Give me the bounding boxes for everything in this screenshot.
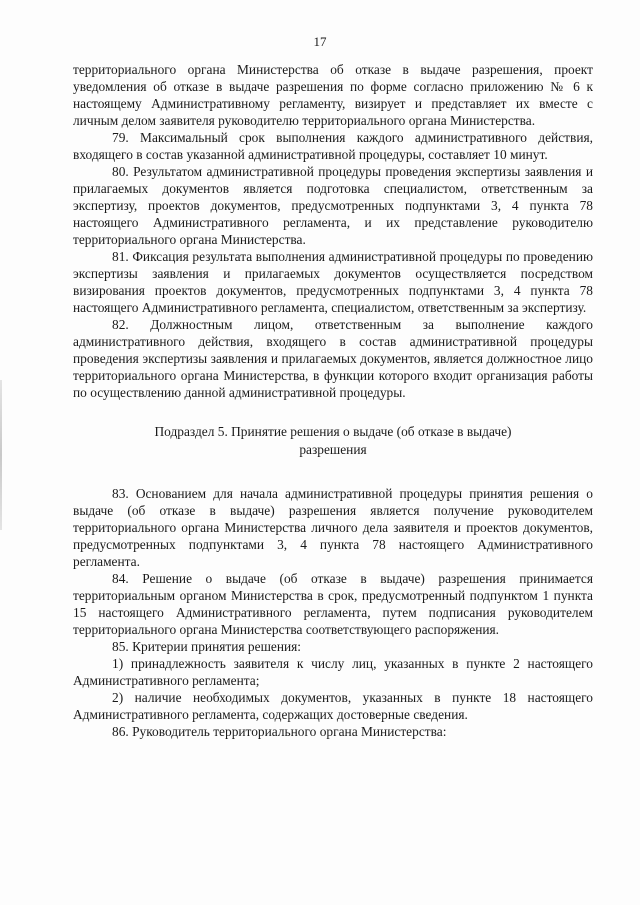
paragraph: 2) наличие необходимых документов, указанных в пункте 18 настоящего Административного регламента, содержащих достоверные сведения. bbox=[73, 690, 593, 722]
paragraph: 82. Должностным лицом, ответственным за выполнение каждого административного действия, входящего в состав административной процедуры проведения экспертизы заявления и прилагаемых документов, является должностное лицо территориального органа Министерства, в функции которого входит организация работы по осуществлению данной административной процедуры. bbox=[73, 317, 593, 400]
scan-edge-shadow bbox=[0, 380, 2, 530]
paragraphs-after-heading bbox=[73, 485, 593, 740]
paragraph: территориального органа Министерства об отказе в выдаче разрешения, проект уведомления об отказе в выдаче разрешения по форме согласно приложению № 6 к настоящему Административному регламенту, визирует и представляет их вместе с личным делом заявителя руководителю территориального органа Министерства. bbox=[73, 62, 593, 128]
paragraph: 83. Основанием для начала административной процедуры принятия решения о выдаче (об отказе в выдаче) разрешения является получение руководителем территориального органа Министерства личного дела заявителя и проектов документов, предусмотренных подпунктами 3, 4 пункта 78 настоящего Административного регламента. bbox=[73, 486, 593, 569]
document-body bbox=[73, 61, 593, 740]
page-number: 17 bbox=[313, 34, 327, 49]
paragraphs-before-heading bbox=[73, 61, 593, 401]
paragraph: 84. Решение о выдаче (об отказе в выдаче) разрешения принимается территориальным органом Министерства в срок, предусмотренный подпунктом 1 пункта 15 настоящего Административного регламента, путем подписания руководителем территориального органа Министерства соответствующего распоряжения. bbox=[73, 571, 593, 637]
paragraph: 1) принадлежность заявителя к числу лиц, указанных в пункте 2 настоящего Административного регламента; bbox=[73, 656, 593, 688]
subsection-heading: Подраздел 5. Принятие решения о выдаче (об отказе в выдаче) разрешения bbox=[154, 424, 512, 457]
paragraph: 86. Руководитель территориального органа Министерства: bbox=[112, 724, 447, 739]
paragraph: 85. Критерии принятия решения: bbox=[112, 639, 302, 654]
paragraph: 81. Фиксация результата выполнения административной процедуры по проведению экспертизы заявления и прилагаемых документов осуществляется посредством визирования проектов документов, предусмотренных подпунктами 3, 4 пункта 78 настоящего Административного регламента, специалистом, ответственным за экспертизу. bbox=[73, 249, 593, 315]
paragraph: 79. Максимальный срок выполнения каждого административного действия, входящего в состав указанной административной процедуры, составляет 10 минут. bbox=[73, 130, 593, 162]
paragraph: 80. Результатом административной процедуры проведения экспертизы заявления и прилагаемых документов является подготовка специалистом, ответственным за экспертизу, проектов документов, предусмотренных подпунктами 3, 4 пункта 78 настоящего Административного регламента, и их представление руководителю территориального органа Министерства. bbox=[73, 164, 593, 247]
